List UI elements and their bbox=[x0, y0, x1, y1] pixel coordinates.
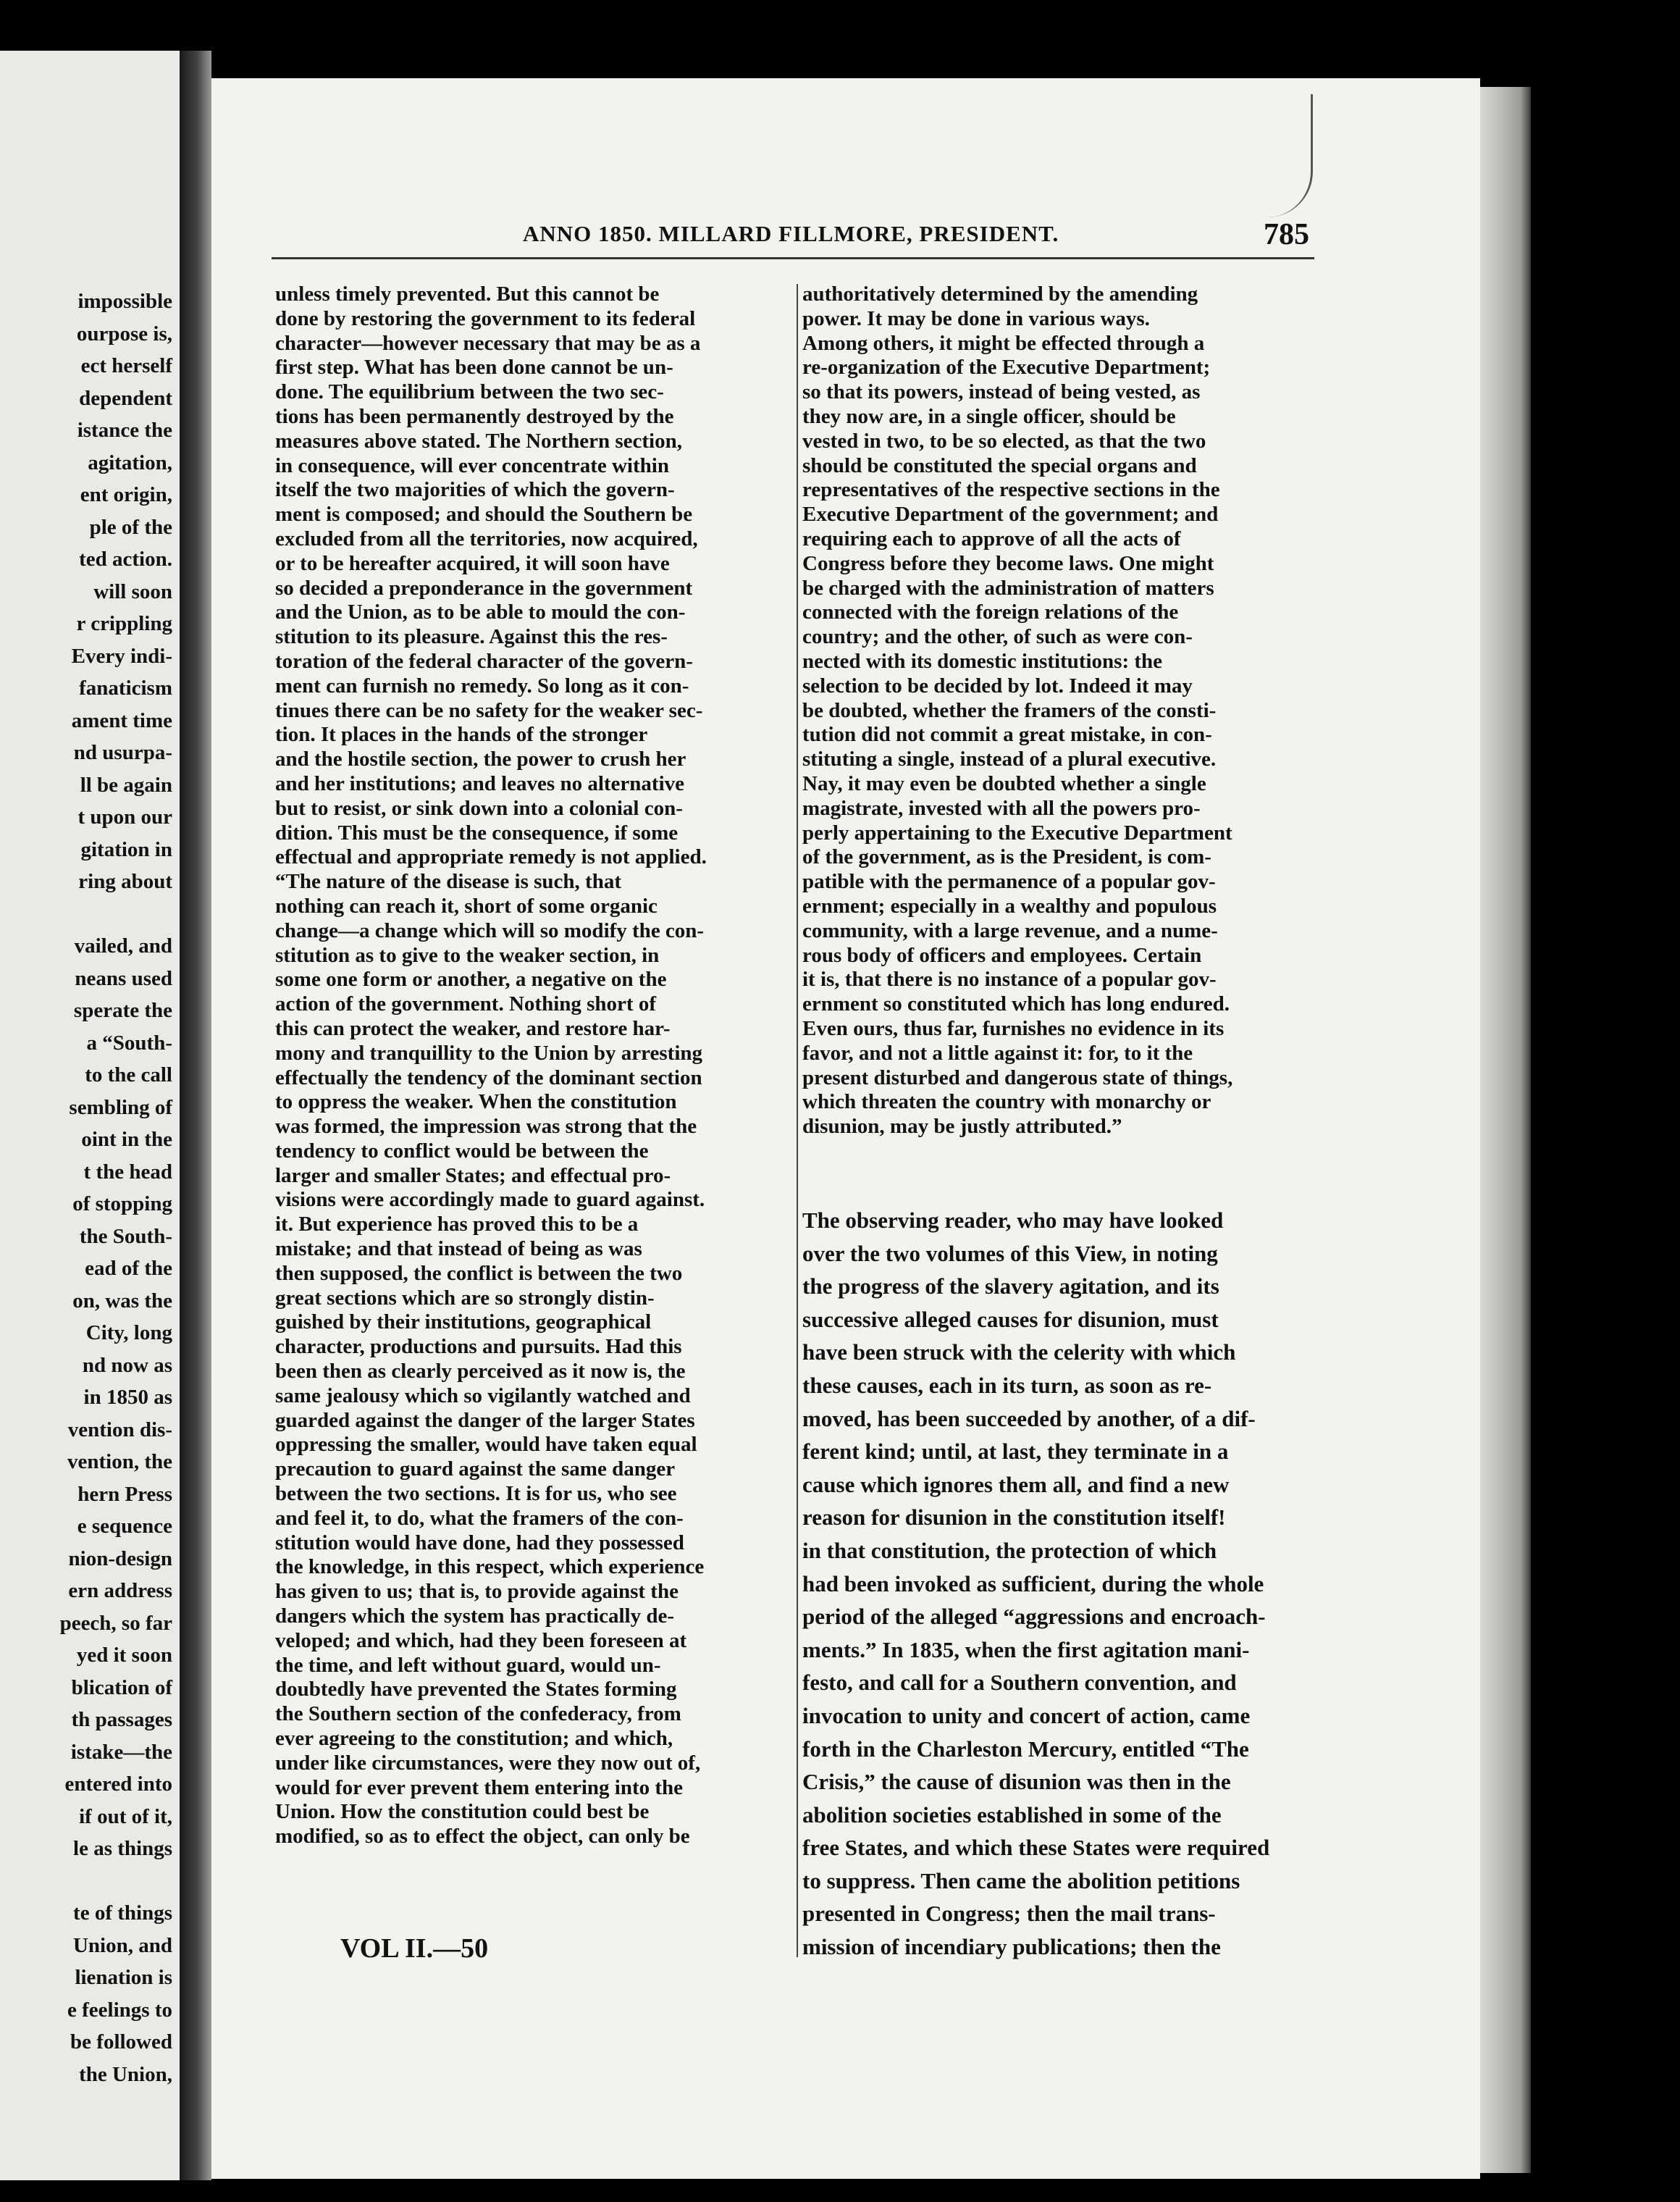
paragraph-line: abolition societies established in some of the bbox=[802, 1801, 1222, 1828]
facing-page-line: ple of the bbox=[89, 515, 172, 539]
left-column-line: so decided a preponderance in the government bbox=[275, 576, 693, 600]
left-column-line: oppressing the smaller, would have taken equal bbox=[275, 1433, 697, 1457]
paragraph-line: the progress of the slavery agitation, and its bbox=[802, 1273, 1219, 1299]
left-column-line: would for ever prevent them entering into the bbox=[275, 1775, 684, 1799]
paragraph-line: had been invoked as sufficient, during the whole bbox=[802, 1570, 1264, 1596]
left-column-line: done by restoring the government to its federal bbox=[275, 306, 696, 330]
left-column-line: dangers which the system has practically de- bbox=[275, 1604, 674, 1628]
left-column-line: been then as clearly perceived as it now is, the bbox=[275, 1360, 686, 1383]
facing-page-line: le as things bbox=[73, 1837, 172, 1860]
paragraph-line: forth in the Charleston Mercury, entitled “The bbox=[802, 1736, 1249, 1762]
left-column-line: unless timely prevented. But this cannot be bbox=[275, 282, 660, 306]
left-column-line: veloped; and which, had they been foreseen at bbox=[275, 1628, 687, 1652]
left-column-line: measures above stated. The Northern section, bbox=[275, 429, 682, 453]
facing-page-line: fanaticism bbox=[79, 677, 172, 700]
quote-line: of the government, as is the President, is com- bbox=[802, 845, 1211, 869]
left-column-line: and the Union, as to be able to mould the con- bbox=[275, 600, 686, 624]
left-column-line: and her institutions; and leaves no alternative bbox=[275, 771, 685, 795]
page-number: 785 bbox=[1264, 218, 1309, 251]
quote-line: should be constituted the special organs and bbox=[802, 453, 1197, 477]
quote-line: magistrate, invested with all the powers pro- bbox=[802, 796, 1201, 820]
paragraph-line: in that constitution, the protection of which bbox=[802, 1537, 1217, 1563]
paragraph-line: over the two volumes of this View, in noting bbox=[802, 1240, 1218, 1266]
facing-page-line: if out of it, bbox=[79, 1804, 172, 1828]
left-column-line: stitution to its pleasure. Against this the res- bbox=[275, 625, 668, 649]
quote-line: rous body of officers and employees. Certain bbox=[802, 943, 1202, 967]
left-column-line: some one form or another, a negative on the bbox=[275, 968, 667, 992]
left-column-line: stitution would have done, had they possessed bbox=[275, 1531, 684, 1554]
quote-line: community, with a large revenue, and a nume- bbox=[802, 918, 1218, 942]
facing-page-line: peech, so far bbox=[59, 1611, 172, 1635]
paragraph-line: ferent kind; until, at last, they terminate in a bbox=[802, 1439, 1229, 1465]
page-edge bbox=[1480, 87, 1531, 2173]
facing-page-line: ourpose is, bbox=[76, 322, 172, 346]
facing-page-line: blication of bbox=[71, 1675, 172, 1699]
facing-page-line: Union, and bbox=[72, 1933, 172, 1957]
left-column-line: character—however necessary that may be as a bbox=[275, 331, 701, 355]
right-column-quote bbox=[802, 282, 1313, 1139]
quote-line: selection to be decided by lot. Indeed it may bbox=[802, 674, 1193, 698]
left-column-line: mony and tranquillity to the Union by arresting bbox=[275, 1041, 703, 1065]
header-rule bbox=[272, 257, 1314, 259]
facing-page-line: will soon bbox=[93, 579, 172, 603]
quote-line: favor, and not a little against it: for, to it the bbox=[802, 1041, 1193, 1065]
facing-page-line: nion-design bbox=[68, 1546, 172, 1570]
left-column-line: then supposed, the conflict is between the two bbox=[275, 1261, 683, 1285]
left-column-line: precaution to guard against the same danger bbox=[275, 1457, 676, 1481]
facing-page-line: t upon our bbox=[77, 805, 172, 829]
quote-line: country; and the other, of such as were con- bbox=[802, 625, 1193, 649]
facing-page-line: ring about bbox=[78, 870, 172, 893]
quote-line: disunion, may be justly attributed.” bbox=[802, 1115, 1122, 1139]
facing-page-line: a “South- bbox=[86, 1031, 172, 1055]
left-column-line: between the two sections. It is for us, who see bbox=[275, 1482, 677, 1506]
facing-page-line: in 1850 as bbox=[83, 1386, 172, 1409]
facing-page-line: of stopping bbox=[72, 1192, 172, 1215]
facing-page-line: nd usurpa- bbox=[73, 741, 172, 764]
facing-page-line: the South- bbox=[79, 1224, 172, 1248]
left-column-line: stitution as to give to the weaker section, in bbox=[275, 943, 660, 967]
left-column-line: to oppress the weaker. When the constitution bbox=[275, 1090, 677, 1114]
left-column-line: guished by their institutions, geographical bbox=[275, 1310, 652, 1334]
right-column-text bbox=[802, 1204, 1313, 1964]
quote-line: connected with the foreign relations of the bbox=[802, 600, 1179, 624]
paragraph-line: period of the alleged “aggressions and encroach- bbox=[802, 1604, 1266, 1630]
paragraph-line: The observing reader, who may have looked bbox=[802, 1207, 1224, 1233]
left-column-line: guarded against the danger of the larger States bbox=[275, 1408, 695, 1432]
quote-line: authoritatively determined by the amending bbox=[802, 282, 1198, 306]
facing-page-line: ted action. bbox=[79, 548, 172, 571]
quote-line: which threaten the country with monarchy or bbox=[802, 1090, 1211, 1114]
left-column-line: effectually the tendency of the dominant section bbox=[275, 1066, 702, 1089]
facing-page-line: r crippling bbox=[76, 612, 172, 635]
facing-page-line: ament time bbox=[71, 708, 172, 732]
quote-line: so that its powers, instead of being vested, as bbox=[802, 380, 1201, 404]
facing-page-line: entered into bbox=[64, 1772, 172, 1796]
facing-page-line: the Union, bbox=[79, 2062, 172, 2086]
left-column-line: action of the government. Nothing short of bbox=[275, 992, 656, 1016]
column-divider bbox=[797, 284, 798, 1957]
quote-line: Nay, it may even be doubted whether a single bbox=[802, 771, 1206, 795]
facing-page-line: e feelings to bbox=[67, 1998, 172, 2022]
left-column-line: “The nature of the disease is such, that bbox=[275, 870, 621, 894]
left-column-line: it. But experience has proved this to be a bbox=[275, 1213, 639, 1236]
running-title: ANNO 1850. MILLARD FILLMORE, PRESIDENT. bbox=[523, 221, 1059, 246]
left-column-line: or to be hereafter acquired, it will soon have bbox=[275, 551, 670, 575]
facing-page-line: yed it soon bbox=[76, 1644, 172, 1667]
quote-line: vested in two, to be so elected, as that the two bbox=[802, 429, 1206, 453]
left-column-line: itself the two majorities of which the govern- bbox=[275, 478, 675, 502]
facing-page-line: ern address bbox=[68, 1579, 172, 1602]
paragraph-line: festo, and call for a Southern convention, and bbox=[802, 1670, 1237, 1696]
facing-page-line: nd now as bbox=[82, 1353, 172, 1377]
quote-line: ernment so constituted which has long endured. bbox=[802, 992, 1230, 1016]
facing-page-line: to the call bbox=[85, 1063, 172, 1087]
left-column-line: excluded from all the territories, now acquired, bbox=[275, 527, 698, 550]
facing-page-line: City, long bbox=[85, 1321, 172, 1344]
left-column-line: change—a change which will so modify the con- bbox=[275, 918, 705, 942]
left-column-line: same jealousy which so vigilantly watched and bbox=[275, 1383, 691, 1407]
paragraph-line: invocation to unity and concert of action, came bbox=[802, 1702, 1251, 1728]
quote-line: perly appertaining to the Executive Department bbox=[802, 821, 1232, 845]
quote-line: they now are, in a single officer, should be bbox=[802, 404, 1176, 428]
paragraph-line: successive alleged causes for disunion, must bbox=[802, 1306, 1219, 1332]
facing-page-line: agitation, bbox=[88, 451, 172, 474]
quote-line: present disturbed and dangerous state of things, bbox=[802, 1066, 1233, 1089]
facing-page-line: oint in the bbox=[81, 1128, 172, 1151]
left-column-line: and the hostile section, the power to crush her bbox=[275, 748, 686, 771]
left-column-line: Union. How the constitution could best be bbox=[275, 1800, 650, 1824]
left-column-line: but to resist, or sink down into a colonial con- bbox=[275, 796, 683, 820]
facing-page-line: te of things bbox=[73, 1901, 172, 1925]
facing-page-line: vention dis- bbox=[67, 1418, 172, 1441]
facing-page-line: lienation is bbox=[75, 1966, 172, 1989]
paragraph-line: ments.” In 1835, when the first agitation mani- bbox=[802, 1636, 1250, 1662]
left-column-line: tendency to conflict would be between the bbox=[275, 1139, 649, 1163]
paragraph-line: to suppress. Then came the abolition petitions bbox=[802, 1867, 1240, 1893]
left-column-line: has given to us; that is, to provide against the bbox=[275, 1580, 679, 1604]
facing-page-line: istance the bbox=[77, 419, 172, 442]
facing-page-line: impossible bbox=[77, 290, 172, 313]
quote-line: power. It may be done in various ways. bbox=[802, 306, 1150, 330]
quote-line: Even ours, thus far, furnishes no evidence in its bbox=[802, 1016, 1225, 1040]
left-column-line: modified, so as to effect the object, can only be bbox=[275, 1825, 690, 1849]
quote-line: requiring each to approve of all the acts of bbox=[802, 527, 1181, 550]
facing-page-line: neans used bbox=[75, 966, 172, 990]
left-column-line: tion. It places in the hands of the stronger bbox=[275, 723, 648, 747]
facing-page-line: ent origin, bbox=[80, 483, 172, 506]
facing-page-line: hern Press bbox=[77, 1482, 172, 1506]
left-column-line: tinues there can be no safety for the weaker sec- bbox=[275, 698, 703, 722]
left-column-line: under like circumstances, were they now out of, bbox=[275, 1751, 701, 1775]
left-column-line: ment is composed; and should the Southern be bbox=[275, 503, 693, 527]
quote-line: it is, that there is no instance of a popular gov- bbox=[802, 968, 1217, 992]
left-column-line: the knowledge, in this respect, which experience bbox=[275, 1555, 705, 1579]
quote-line: re-organization of the Executive Department; bbox=[802, 356, 1211, 380]
facing-page-line: be followed bbox=[70, 2030, 172, 2054]
left-column-line: effectual and appropriate remedy is not applied. bbox=[275, 845, 707, 869]
left-column-line: first step. What has been done cannot be un- bbox=[275, 356, 673, 380]
left-column-line: great sections which are so strongly distin- bbox=[275, 1286, 655, 1310]
facing-page-line: ll be again bbox=[80, 773, 172, 797]
facing-page-line: gitation in bbox=[80, 837, 172, 861]
facing-page-line: ead of the bbox=[85, 1257, 172, 1280]
left-column-line: larger and smaller States; and effectual pro- bbox=[275, 1163, 671, 1187]
paragraph-line: mission of incendiary publications; then the bbox=[802, 1934, 1221, 1960]
left-column-line: and feel it, to do, what the framers of the con- bbox=[275, 1506, 684, 1530]
left-column bbox=[275, 282, 786, 1849]
quote-line: nected with its domestic institutions: the bbox=[802, 649, 1163, 673]
paragraph-line: reason for disunion in the constitution itself! bbox=[802, 1504, 1226, 1531]
left-column-line: done. The equilibrium between the two sec- bbox=[275, 380, 664, 404]
facing-page-line: Every indi- bbox=[71, 644, 172, 668]
paragraph-line: free States, and which these States were required bbox=[802, 1835, 1270, 1861]
quote-line: tution did not commit a great mistake, in con- bbox=[802, 723, 1212, 747]
facing-page-line: dependent bbox=[79, 386, 172, 410]
facing-page-line: istake—the bbox=[70, 1740, 172, 1764]
facing-page-line: vention, the bbox=[67, 1450, 172, 1473]
facing-page-line: vailed, and bbox=[74, 934, 172, 958]
left-column-line: the time, and left without guard, would un- bbox=[275, 1653, 661, 1677]
left-column-line: dition. This must be the consequence, if some bbox=[275, 821, 679, 845]
paragraph-line: these causes, each in its turn, as soon as re- bbox=[802, 1372, 1212, 1398]
facing-page-line: th passages bbox=[71, 1708, 172, 1731]
left-column-line: in consequence, will ever concentrate within bbox=[275, 453, 669, 477]
left-column-line: ever agreeing to the constitution; and which, bbox=[275, 1727, 673, 1751]
left-column-line: mistake; and that instead of being as was bbox=[275, 1237, 642, 1261]
quote-line: Executive Department of the government; and bbox=[802, 503, 1219, 527]
book-gutter bbox=[180, 51, 211, 2180]
left-column-line: doubtedly have prevented the States forming bbox=[275, 1678, 677, 1701]
quote-line: patible with the permanence of a popular gov- bbox=[802, 870, 1216, 894]
left-column-line: nothing can reach it, short of some organic bbox=[275, 894, 658, 918]
left-column-line: toration of the federal character of the govern- bbox=[275, 649, 693, 673]
quote-line: ernment; especially in a wealthy and populous bbox=[802, 894, 1217, 918]
paragraph-line: moved, has been succeeded by another, of a dif- bbox=[802, 1405, 1256, 1431]
paragraph-line: cause which ignores them all, and find a new bbox=[802, 1471, 1230, 1497]
facing-page-fragment bbox=[0, 51, 180, 2180]
quote-line: be charged with the administration of matters bbox=[802, 576, 1214, 600]
facing-page-line: sperate the bbox=[73, 999, 172, 1022]
quote-line: Among others, it might be effected through a bbox=[802, 331, 1205, 355]
quote-line: representatives of the respective sections in the bbox=[802, 478, 1220, 502]
facing-page-line: t the head bbox=[83, 1160, 172, 1184]
left-column-line: was formed, the impression was strong that the bbox=[275, 1115, 697, 1139]
left-column-line: this can protect the weaker, and restore har- bbox=[275, 1016, 671, 1040]
paragraph-line: presented in Congress; then the mail trans- bbox=[802, 1901, 1216, 1927]
facing-page-line: on, was the bbox=[72, 1289, 172, 1313]
left-column-line: character, productions and pursuits. Had this bbox=[275, 1335, 682, 1359]
quote-line: stituting a single, instead of a plural executive. bbox=[802, 748, 1217, 771]
facing-page-line: sembling of bbox=[69, 1095, 172, 1119]
left-column-line: the Southern section of the confederacy, from bbox=[275, 1702, 681, 1726]
facing-page-line: e sequence bbox=[77, 1515, 172, 1538]
left-column-line: visions were accordingly made to guard against. bbox=[275, 1188, 705, 1212]
quote-line: be doubted, whether the framers of the consti- bbox=[802, 698, 1217, 722]
facing-page-line: ect herself bbox=[80, 354, 172, 377]
signature-mark: VOL II.—50 bbox=[340, 1933, 489, 1964]
quote-line: Congress before they become laws. One might bbox=[802, 551, 1214, 575]
left-column-line: ment can furnish no remedy. So long as it con- bbox=[275, 674, 689, 698]
left-column-line: tions has been permanently destroyed by the bbox=[275, 404, 674, 428]
paragraph-line: Crisis,” the cause of disunion was then in the bbox=[802, 1769, 1231, 1795]
paragraph-line: have been struck with the celerity with which bbox=[802, 1339, 1236, 1365]
